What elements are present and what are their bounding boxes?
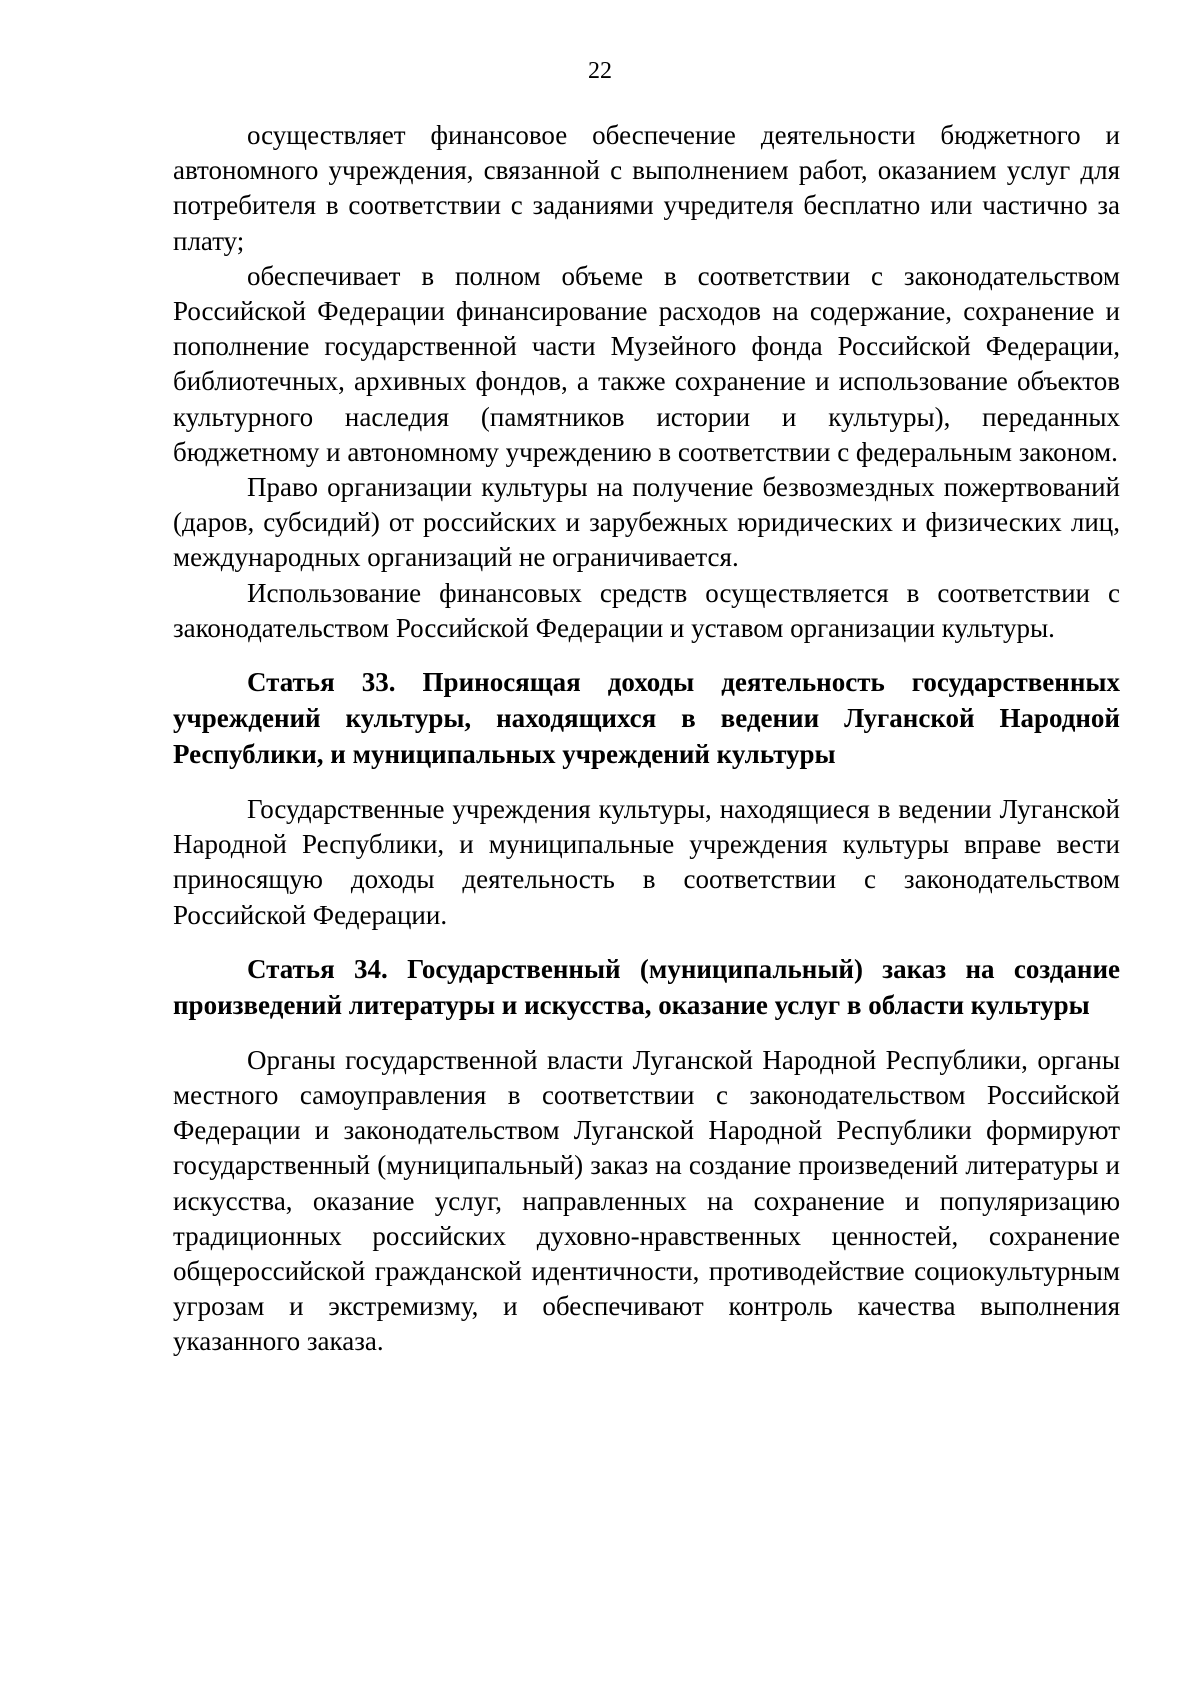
paragraph-financing: осуществляет финансовое обеспечение деятельности бюджетного и автономного учреждения, связанной с выполнением работ, оказанием услуг для потребителя в соответствии с заданиями учредителя бесплатно или частично за плату;: [173, 120, 1120, 256]
article-33-heading: Статья 33. Приносящая доходы деятельность государственных учреждений культуры, находящихся в ведении Луганской Народной Республики, и муниципальных учреждений культуры: [173, 667, 1120, 770]
page-number: 22: [588, 58, 612, 84]
document-body: [173, 118, 1120, 1360]
paragraph-use-of-funds: Использование финансовых средств осуществляется в соответствии с законодательством Российской Федерации и уставом организации культуры.: [173, 577, 1120, 643]
paragraph-full-funding: обеспечивает в полном объеме в соответствии с законодательством Российской Федерации финансирование расходов на содержание, сохранение и пополнение государственной части Музейного фонда Российской Федерации, библиотечных, архивных фондов, а также сохранение и использование объектов культурного наследия (памятников истории и культуры), переданных бюджетному и автономному учреждению в соответствии с федеральным законом.: [173, 260, 1120, 467]
article-34-heading: Статья 34. Государственный (муниципальный) заказ на создание произведений литературы и искусства, оказание услуг в области культуры: [173, 953, 1120, 1020]
article-34-text: Органы государственной власти Луганской Народной Республики, органы местного самоуправления в соответствии с законодательством Российской Федерации и законодательством Луганской Народной Республики формируют государственный (муниципальный) заказ на создание произведений литературы и искусства, оказание услуг, направленных на сохранение и популяризацию традиционных российских духовно-нравственных ценностей, сохранение общероссийской гражданской идентичности, противодействие социокультурным угрозам и экстремизму, и обеспечивают контроль качества выполнения указанного заказа.: [173, 1044, 1120, 1357]
paragraph-donations: Право организации культуры на получение безвозмездных пожертвований (даров, субсидий) от российских и зарубежных юридических и физических лиц, международных организаций не ограничивается.: [173, 472, 1120, 573]
article-33-text: Государственные учреждения культуры, находящиеся в ведении Луганской Народной Республики, и муниципальные учреждения культуры вправе вести приносящую доходы деятельность в соответствии с законодательством Российской Федерации.: [173, 794, 1120, 930]
